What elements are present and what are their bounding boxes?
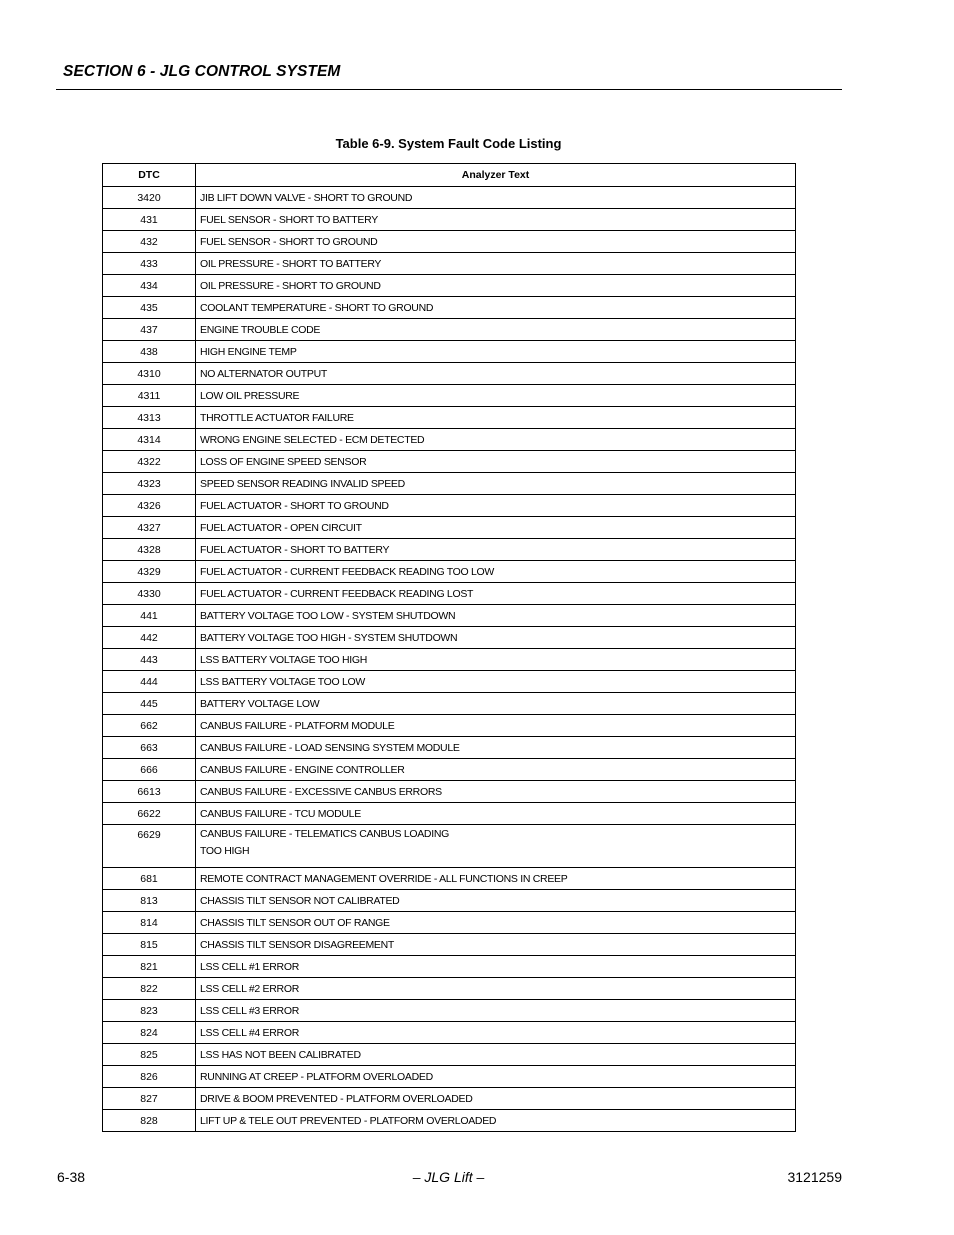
dtc-cell: 4323 xyxy=(103,473,196,495)
analyzer-text-cell: WRONG ENGINE SELECTED - ECM DETECTED xyxy=(196,429,796,451)
analyzer-text-cell: CANBUS FAILURE - ENGINE CONTROLLER xyxy=(196,759,796,781)
table-row xyxy=(103,803,796,825)
dtc-cell: 813 xyxy=(103,890,196,912)
table-row xyxy=(103,1044,796,1066)
dtc-cell: 663 xyxy=(103,737,196,759)
analyzer-text-cell: FUEL ACTUATOR - CURRENT FEEDBACK READING TOO LOW xyxy=(196,561,796,583)
dtc-cell: 434 xyxy=(103,275,196,297)
analyzer-text-cell: RUNNING AT CREEP - PLATFORM OVERLOADED xyxy=(196,1066,796,1088)
dtc-cell: 4327 xyxy=(103,517,196,539)
table-row xyxy=(103,781,796,803)
analyzer-text-cell: LOSS OF ENGINE SPEED SENSOR xyxy=(196,451,796,473)
analyzer-text-cell: OIL PRESSURE - SHORT TO BATTERY xyxy=(196,253,796,275)
dtc-cell: 432 xyxy=(103,231,196,253)
table-row xyxy=(103,341,796,363)
table-row xyxy=(103,1088,796,1110)
dtc-cell: 824 xyxy=(103,1022,196,1044)
dtc-cell: 431 xyxy=(103,209,196,231)
table-row xyxy=(103,715,796,737)
table-row xyxy=(103,517,796,539)
analyzer-text-cell: LIFT UP & TELE OUT PREVENTED - PLATFORM OVERLOADED xyxy=(196,1110,796,1132)
table-caption: Table 6-9. System Fault Code Listing xyxy=(335,136,562,151)
dtc-cell: 823 xyxy=(103,1000,196,1022)
dtc-cell: 4329 xyxy=(103,561,196,583)
column-header-analyzer-text: Analyzer Text xyxy=(196,164,796,187)
analyzer-text-cell: LSS CELL #1 ERROR xyxy=(196,956,796,978)
analyzer-text-cell: OIL PRESSURE - SHORT TO GROUND xyxy=(196,275,796,297)
dtc-cell: 441 xyxy=(103,605,196,627)
analyzer-text-cell: ENGINE TROUBLE CODE xyxy=(196,319,796,341)
dtc-cell: 445 xyxy=(103,693,196,715)
table-row xyxy=(103,825,796,868)
analyzer-text-cell: JIB LIFT DOWN VALVE - SHORT TO GROUND xyxy=(196,187,796,209)
analyzer-text-cell: LSS BATTERY VOLTAGE TOO LOW xyxy=(196,671,796,693)
table-row xyxy=(103,385,796,407)
table-row xyxy=(103,649,796,671)
table-row xyxy=(103,1022,796,1044)
analyzer-text-cell: BATTERY VOLTAGE LOW xyxy=(196,693,796,715)
table-header-row xyxy=(103,164,796,187)
dtc-cell: 6613 xyxy=(103,781,196,803)
analyzer-text-cell: CANBUS FAILURE - LOAD SENSING SYSTEM MODULE xyxy=(196,737,796,759)
dtc-cell: 433 xyxy=(103,253,196,275)
table-row xyxy=(103,231,796,253)
dtc-cell: 825 xyxy=(103,1044,196,1066)
dtc-cell: 4330 xyxy=(103,583,196,605)
dtc-cell: 4328 xyxy=(103,539,196,561)
table-row xyxy=(103,605,796,627)
dtc-cell: 444 xyxy=(103,671,196,693)
dtc-cell: 6622 xyxy=(103,803,196,825)
table-row xyxy=(103,319,796,341)
analyzer-text-cell: LSS HAS NOT BEEN CALIBRATED xyxy=(196,1044,796,1066)
analyzer-text-cell: FUEL SENSOR - SHORT TO BATTERY xyxy=(196,209,796,231)
analyzer-text-cell: FUEL ACTUATOR - SHORT TO GROUND xyxy=(196,495,796,517)
table-row xyxy=(103,671,796,693)
analyzer-text-cell: SPEED SENSOR READING INVALID SPEED xyxy=(196,473,796,495)
header-rule xyxy=(56,89,842,90)
dtc-cell: 814 xyxy=(103,912,196,934)
dtc-cell: 822 xyxy=(103,978,196,1000)
table-row xyxy=(103,583,796,605)
dtc-cell: 4326 xyxy=(103,495,196,517)
table-row xyxy=(103,912,796,934)
analyzer-text-cell: CHASSIS TILT SENSOR DISAGREEMENT xyxy=(196,934,796,956)
analyzer-text-cell: DRIVE & BOOM PREVENTED - PLATFORM OVERLOADED xyxy=(196,1088,796,1110)
table-row xyxy=(103,737,796,759)
analyzer-text-cell: CANBUS FAILURE - TCU MODULE xyxy=(196,803,796,825)
analyzer-text-cell: COOLANT TEMPERATURE - SHORT TO GROUND xyxy=(196,297,796,319)
analyzer-text-line: CANBUS FAILURE - TELEMATICS CANBUS LOADING xyxy=(200,828,449,840)
analyzer-text-cell: FUEL ACTUATOR - CURRENT FEEDBACK READING LOST xyxy=(196,583,796,605)
section-title: SECTION 6 - JLG CONTROL SYSTEM xyxy=(63,63,341,80)
analyzer-text-cell: CANBUS FAILURE - PLATFORM MODULE xyxy=(196,715,796,737)
analyzer-text-cell: CHASSIS TILT SENSOR NOT CALIBRATED xyxy=(196,890,796,912)
table-row xyxy=(103,209,796,231)
dtc-cell: 681 xyxy=(103,868,196,890)
page-number: 6-38 xyxy=(57,1169,86,1185)
dtc-cell: 443 xyxy=(103,649,196,671)
table-row xyxy=(103,275,796,297)
analyzer-text-cell: BATTERY VOLTAGE TOO LOW - SYSTEM SHUTDOWN xyxy=(196,605,796,627)
analyzer-text-line: TOO HIGH xyxy=(200,845,250,857)
dtc-cell: 4310 xyxy=(103,363,196,385)
table-row xyxy=(103,956,796,978)
analyzer-text-cell: BATTERY VOLTAGE TOO HIGH - SYSTEM SHUTDOWN xyxy=(196,627,796,649)
table-row xyxy=(103,1000,796,1022)
analyzer-text-cell: LOW OIL PRESSURE xyxy=(196,385,796,407)
analyzer-text-cell: FUEL SENSOR - SHORT TO GROUND xyxy=(196,231,796,253)
table-row xyxy=(103,407,796,429)
table-row xyxy=(103,561,796,583)
dtc-cell: 4322 xyxy=(103,451,196,473)
dtc-cell: 662 xyxy=(103,715,196,737)
dtc-cell: 827 xyxy=(103,1088,196,1110)
table-body xyxy=(103,187,796,1132)
analyzer-text-cell: FUEL ACTUATOR - SHORT TO BATTERY xyxy=(196,539,796,561)
dtc-cell: 828 xyxy=(103,1110,196,1132)
table-row xyxy=(103,297,796,319)
table-row xyxy=(103,429,796,451)
analyzer-text-cell xyxy=(196,825,796,868)
table-row xyxy=(103,253,796,275)
table-row xyxy=(103,363,796,385)
analyzer-text-cell: THROTTLE ACTUATOR FAILURE xyxy=(196,407,796,429)
table-row xyxy=(103,934,796,956)
dtc-cell: 435 xyxy=(103,297,196,319)
dtc-cell: 815 xyxy=(103,934,196,956)
analyzer-text-cell: NO ALTERNATOR OUTPUT xyxy=(196,363,796,385)
dtc-cell: 442 xyxy=(103,627,196,649)
table-row xyxy=(103,627,796,649)
table-row xyxy=(103,187,796,209)
analyzer-text-cell: LSS CELL #4 ERROR xyxy=(196,1022,796,1044)
table-row xyxy=(103,693,796,715)
dtc-cell: 821 xyxy=(103,956,196,978)
document-number: 3121259 xyxy=(787,1169,842,1185)
analyzer-text-cell: LSS CELL #2 ERROR xyxy=(196,978,796,1000)
table-row xyxy=(103,978,796,1000)
dtc-cell: 438 xyxy=(103,341,196,363)
footer-title: – JLG Lift – xyxy=(412,1169,485,1185)
analyzer-text-cell: FUEL ACTUATOR - OPEN CIRCUIT xyxy=(196,517,796,539)
table-row xyxy=(103,451,796,473)
analyzer-text-cell: HIGH ENGINE TEMP xyxy=(196,341,796,363)
table-row xyxy=(103,473,796,495)
analyzer-text-cell: CANBUS FAILURE - EXCESSIVE CANBUS ERRORS xyxy=(196,781,796,803)
table-row xyxy=(103,890,796,912)
table-row xyxy=(103,539,796,561)
column-header-dtc: DTC xyxy=(103,164,196,187)
dtc-cell: 3420 xyxy=(103,187,196,209)
analyzer-text-cell: REMOTE CONTRACT MANAGEMENT OVERRIDE - ALL FUNCTIONS IN CREEP xyxy=(196,868,796,890)
table-row xyxy=(103,1066,796,1088)
analyzer-text-cell: LSS CELL #3 ERROR xyxy=(196,1000,796,1022)
dtc-cell: 4311 xyxy=(103,385,196,407)
dtc-cell: 666 xyxy=(103,759,196,781)
table-row xyxy=(103,1110,796,1132)
table-row xyxy=(103,495,796,517)
analyzer-text-cell: LSS BATTERY VOLTAGE TOO HIGH xyxy=(196,649,796,671)
dtc-cell: 6629 xyxy=(103,825,196,868)
dtc-cell: 4314 xyxy=(103,429,196,451)
table-row xyxy=(103,759,796,781)
analyzer-text-cell: CHASSIS TILT SENSOR OUT OF RANGE xyxy=(196,912,796,934)
table-row xyxy=(103,868,796,890)
dtc-cell: 826 xyxy=(103,1066,196,1088)
fault-code-table xyxy=(102,163,796,1132)
dtc-cell: 437 xyxy=(103,319,196,341)
dtc-cell: 4313 xyxy=(103,407,196,429)
